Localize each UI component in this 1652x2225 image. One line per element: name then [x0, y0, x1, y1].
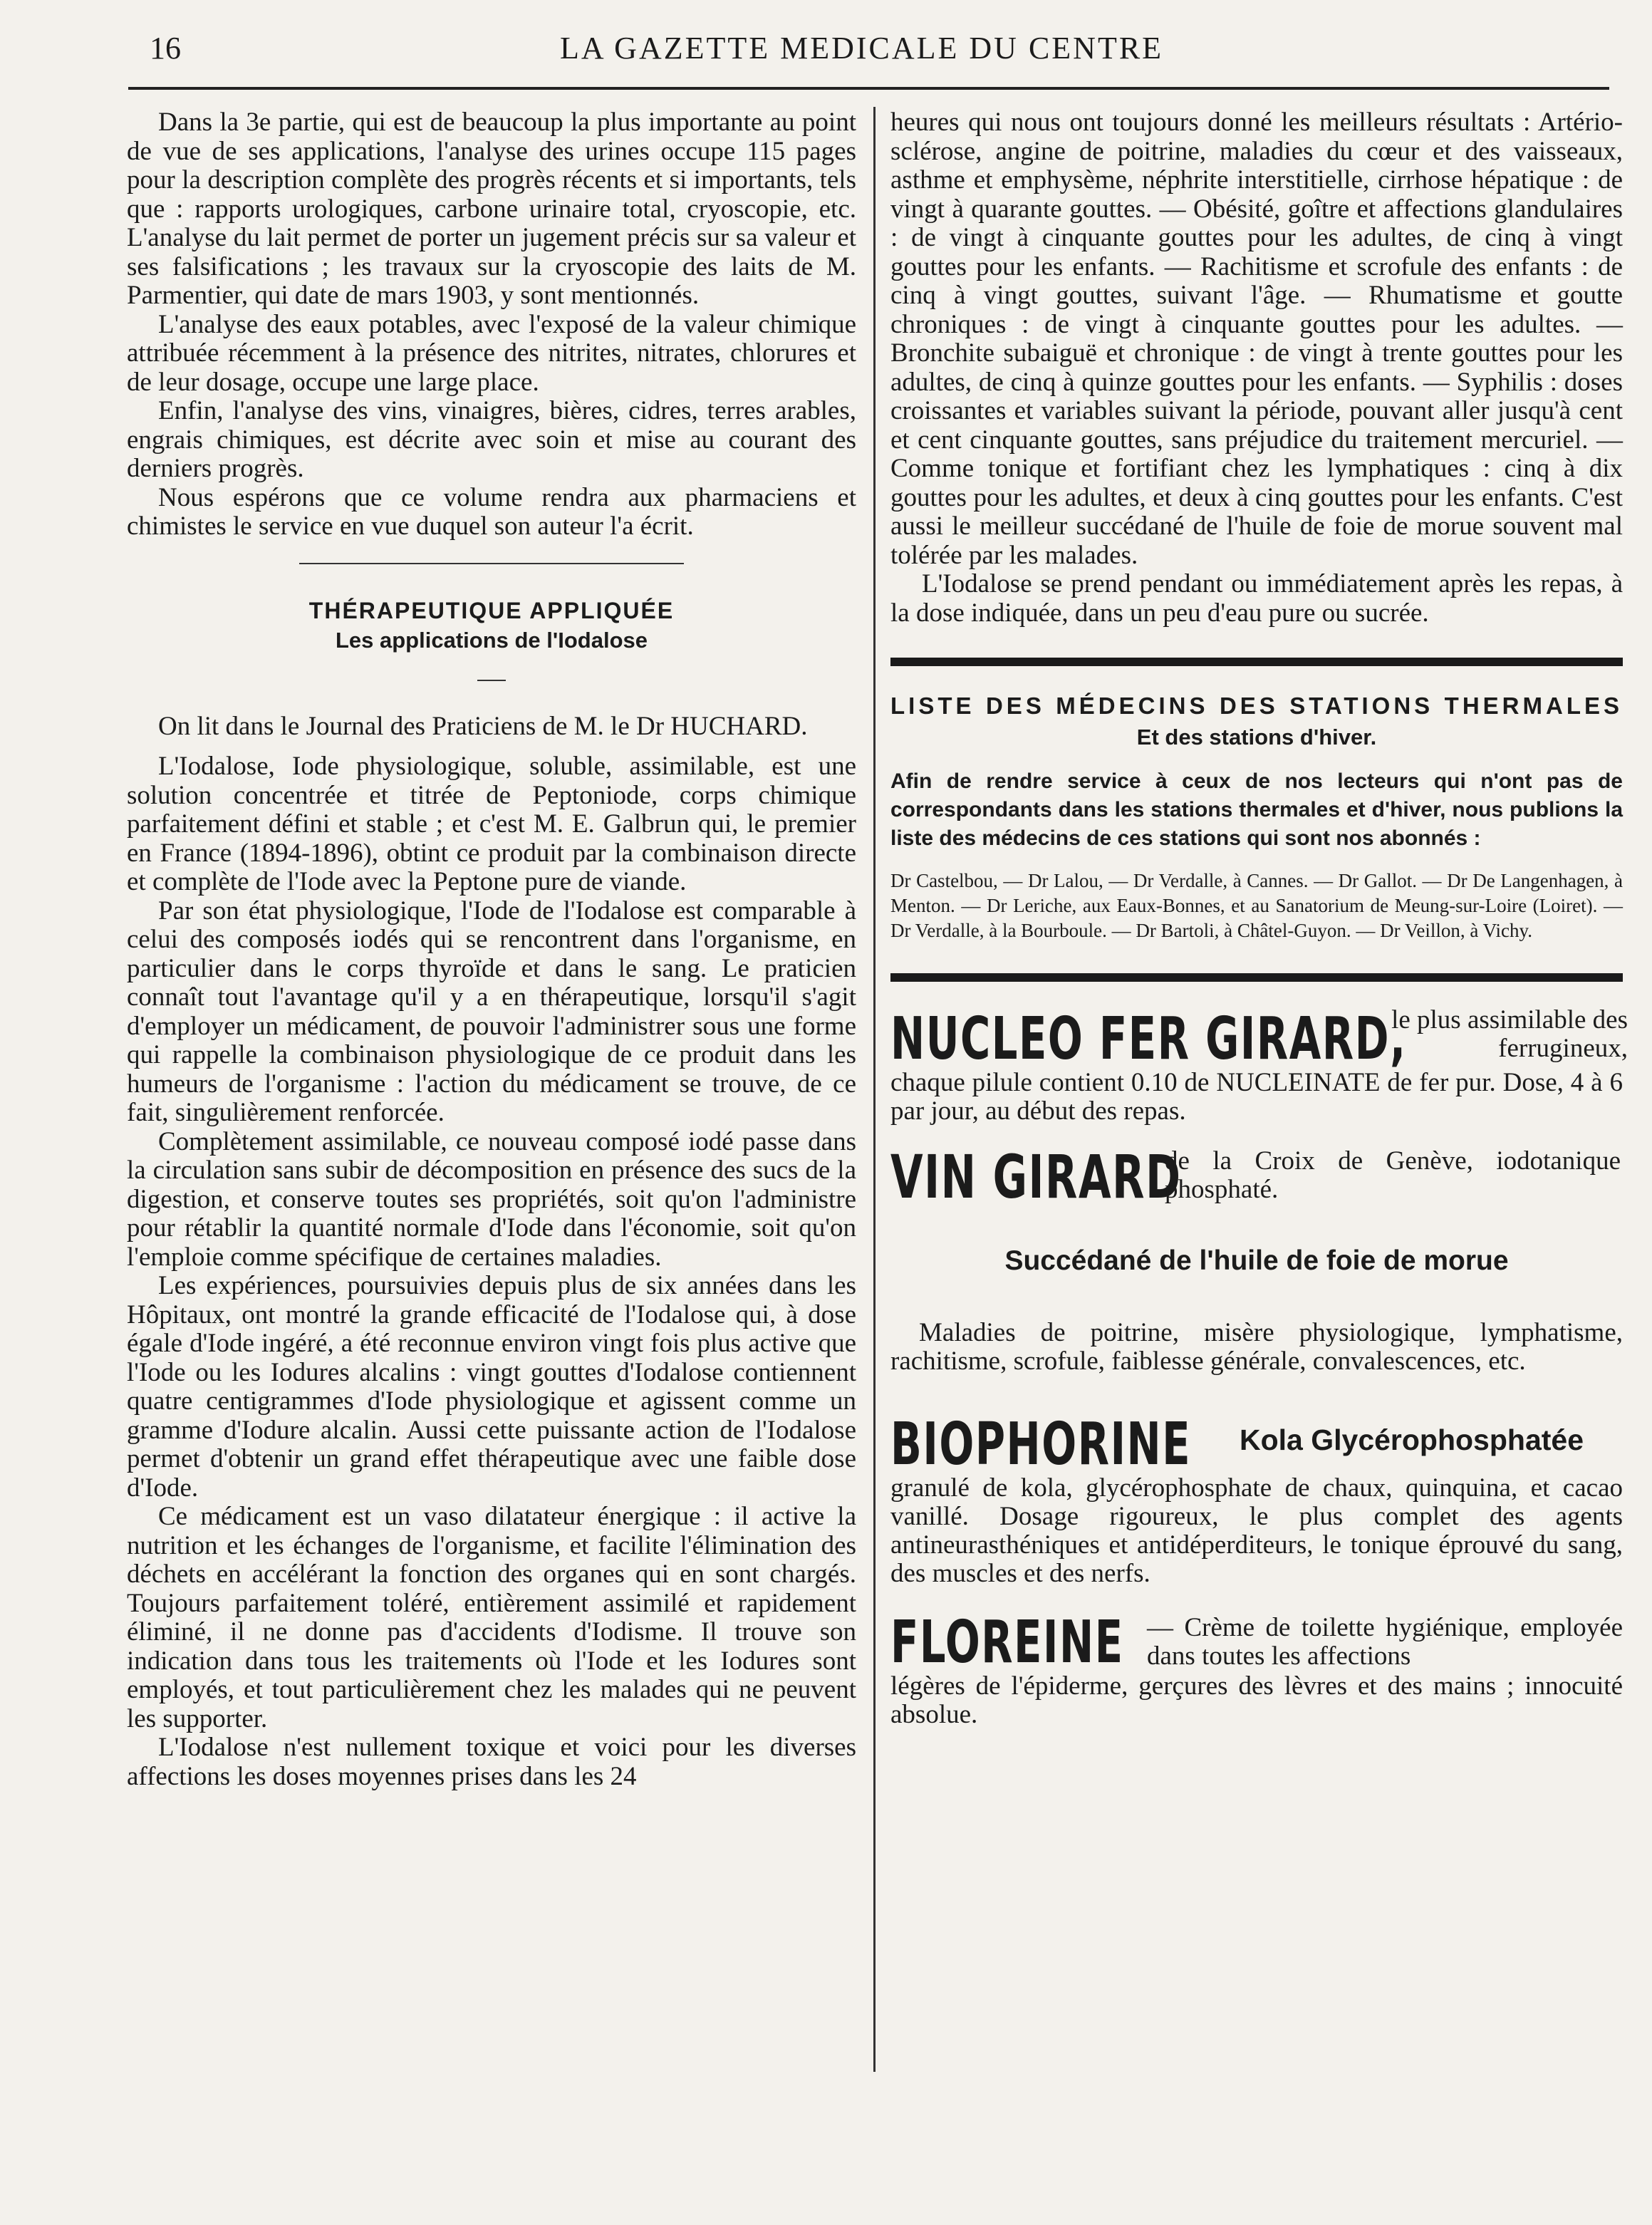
continued-paragraph: heures qui nous ont toujours donné les meilleurs résultats : Artério-sclérose, angine de poitrine, maladies du cœur et des vaisseaux, asthme et emphysème, néphrite interstitielle, cirrhose hépatique : de vingt à quarante gouttes. — Obésité, goître et affections glandulaires : de vingt à cinquante gouttes pour les adultes, de cinq à vingt gouttes pour les enfants. — Rachitisme et scrofule des enfants : de cinq à vingt gouttes, suivant l'âge. — Rhumatisme et goutte chroniques : de vingt à cinquante gouttes pour les adultes. — Bronchite subaiguë et chronique : de vingt à trente gouttes pour les adultes, de cinq à quinze gouttes pour les enfants. — Syphilis : doses croissantes et variables suivant la période, pouvant aller jusqu'à cent et cent cinquante gouttes, sans préjudice du traitement mercuriel. — Comme tonique et fortifiant chez les lymphatiques : cinq à dix gouttes pour les adultes, et deux à cinq gouttes pour les enfants. C'est aussi le meilleur succédané de l'huile de foie de morue souvent mal tolérée par les malades.: [890, 108, 1623, 570]
article-paragraph-6: L'Iodalose n'est nullement toxique et voici pour les diverses affections les doses moyennes prises dans les 24: [127, 1733, 856, 1791]
section-subtitle: Les applications de l'Iodalose: [335, 627, 648, 653]
right-column: [890, 108, 1628, 1729]
ad-vin-girard: [890, 1142, 1623, 1212]
column-divider: [873, 107, 876, 2072]
vin-brand: VIN GIRARD: [890, 1142, 1182, 1212]
ad-floreine: [890, 1608, 1623, 1729]
flor-text: légères de l'épiderme, gerçures des lèvres et des mains ; innocuité absolue.: [890, 1671, 1623, 1729]
bio-tagline: Kola Glycérophosphatée: [1240, 1423, 1584, 1456]
bio-brand: BIOPHORINE: [890, 1410, 1192, 1478]
nucleo-tagline: le plus assimilable des ferrugineux,: [1391, 1005, 1628, 1063]
nucleo-brand: NUCLEO FER GIRARD,: [890, 1005, 1407, 1073]
section-divider: [299, 563, 684, 564]
list-subtitle: Et des stations d'hiver.: [1136, 725, 1377, 750]
article-paragraph-2: Par son état physiologique, l'Iode de l'Iodalose est comparable à celui des composés iodés qui se rencontrent dans l'organisme, en particulier dans le corps thyroïde et dans le sang. Le praticien connaît tout l'avantage qu'il y a en thérapeutique, lorsqu'il s'agit d'employer un médicament, de pouvoir l'administrer sous une forme qui rappelle la combinaison physiologique de ce produit dans les humeurs de l'organisme : l'action du médicament se trouve, de ce fait, singulièrement renforcée.: [127, 896, 856, 1127]
ad-biophorine: [890, 1410, 1623, 1588]
page-header: [128, 30, 1595, 73]
flor-tagline: — Crème de toilette hygiénique, employée dans toutes les affections: [1147, 1612, 1623, 1671]
dosage-paragraph: L'Iodalose se prend pendant ou immédiatement après les repas, à la dose indiquée, dans un peu d'eau pure ou sucrée.: [890, 569, 1623, 628]
thick-rule-bottom: [890, 973, 1623, 982]
intro-paragraph-4: Nous espérons que ce volume rendra aux pharmaciens et chimistes le service en vue duquel son auteur l'a écrit.: [127, 482, 856, 541]
intro-paragraph-2: L'analyse des eaux potables, avec l'exposé de la valeur chimique attribuée récemment à la présence des nitrites, nitrates, chlorures et de leur dosage, occupe une large place.: [127, 309, 856, 397]
header-rule: [128, 87, 1609, 90]
article-paragraph-1: L'Iodalose, Iode physiologique, soluble, assimilable, est une solution concentrée et titrée de Peptoniode, corps chimique parfaitement défini et stable ; et c'est M. E. Galbrun qui, le premier en France (1894-1896), obtint ce produit par la combinaison directe et complète de l'Iode avec la Peptone pure de viande.: [127, 752, 856, 896]
section-title: THÉRAPEUTIQUE APPLIQUÉE: [308, 597, 675, 623]
vin-tagline: de la Croix de Genève, iodotanique phosphaté.: [1165, 1146, 1621, 1204]
intro-paragraph-1: Dans la 3e partie, qui est de beaucoup la plus importante au point de vue de ses applications, l'analyse des urines occupe 115 pages pour la description complète des progrès récents et si importants, tels que : rapports urologiques, carbone urinaire total, cryoscopie, etc. L'analyse du lait permet de porter un jugement précis sur sa valeur et ses falsifications ; les travaux sur la cryoscopie des laits de M. Parmentier, qui date de mars 1903, y sont mentionnés.: [127, 108, 856, 310]
ad-nucleo-fer-girard: [890, 1005, 1628, 1126]
left-column: [127, 108, 856, 1791]
thick-rule-top: [890, 658, 1623, 666]
list-intro: Afin de rendre service à ceux de nos lecteurs qui n'ont pas de correspondants dans les stations thermales et d'hiver, nous publions la liste des médecins de ces stations qui sont nos abonnés :: [890, 769, 1623, 850]
article-paragraph-5: Ce médicament est un vaso dilatateur énergique : il active la nutrition et les échanges de l'organisme, et facilite l'élimination des déchets en accélérant la fonction des organes qui en sont chargés. Toujours parfaitement toléré, entièrement assimilé et rapidement éliminé, il ne donne pas d'accidents d'Iodisme. Il trouve son indication dans tous les traitements où l'Iode et les Iodures sont employés, et tout particulièrement chez les malades qui ne peuvent les supporter.: [127, 1502, 856, 1733]
article-paragraph-3: Complètement assimilable, ce nouveau composé iodé passe dans la circulation sans subir de décomposition en présence des sucs de la digestion, et conserve toutes ses propriétés, soit qu'on l'administre pour rétablir la quantité normale d'Iode dans l'économie, soit qu'on l'emploie comme spécifique de certaines maladies.: [127, 1126, 856, 1272]
source-line: On lit dans le Journal des Praticiens de M. le Dr HUCHARD.: [158, 711, 808, 741]
nucleo-text: chaque pilule contient 0.10 de NUCLEINATE de fer pur. Dose, 4 à 6 par jour, au début des repas.: [890, 1068, 1623, 1126]
bio-text: granulé de kola, glycérophosphate de chaux, quinquina, et cacao vanillé. Dosage rigoureux, le plus complet des agents antineurasthéniques et antidéperditeurs, le tonique éprouvé du sang, des muscles et des nerfs.: [890, 1473, 1623, 1588]
intro-paragraph-3: Enfin, l'analyse des vins, vinaigres, bières, cidres, terres arables, engrais chimiques, est décrite avec soin et mise au courant des derniers progrès.: [127, 396, 856, 483]
page-number: 16: [150, 31, 181, 66]
flor-brand: FLOREINE: [890, 1608, 1124, 1676]
short-dash: [477, 680, 506, 681]
list-title: LISTE DES MÉDECINS DES STATIONS THERMALES: [890, 693, 1623, 719]
article-paragraph-4: Les expériences, poursuivies depuis plus de six années dans les Hôpitaux, ont montré la grande efficacité de l'Iodalose qui, à dose égale d'Iode ingéré, a été reconnue environ vingt fois plus active que l'Iode ou les Iodures alcalins : vingt gouttes d'Iodalose contiennent quatre centigrammes d'Iode physiologique et agissent comme un gramme d'Iodure alcalin. Aussi cette puissante action de l'Iodalose permet d'obtenir un grand effet thérapeutique avec une faible dose d'Iode.: [127, 1271, 856, 1503]
maladies-text: Maladies de poitrine, misère physiologique, lymphatisme, rachitisme, scrofule, faiblesse générale, convalescences, etc.: [890, 1317, 1623, 1376]
succedane-heading: Succédané de l'huile de foie de morue: [1004, 1245, 1509, 1276]
doctors-list: Dr Castelbou, — Dr Lalou, — Dr Verdalle, à Cannes. — Dr Gallot. — Dr De Langenhagen, à Menton. — Dr Leriche, aux Eaux-Bonnes, et au Sanatorium de Meung-sur-Loire (Loiret). — Dr Verdalle, à la Bourboule. — Dr Bartoli, à Châtel-Guyon. — Dr Veillon, à Vichy.: [890, 870, 1623, 941]
running-title: LA GAZETTE MEDICALE DU CENTRE: [559, 31, 1164, 66]
